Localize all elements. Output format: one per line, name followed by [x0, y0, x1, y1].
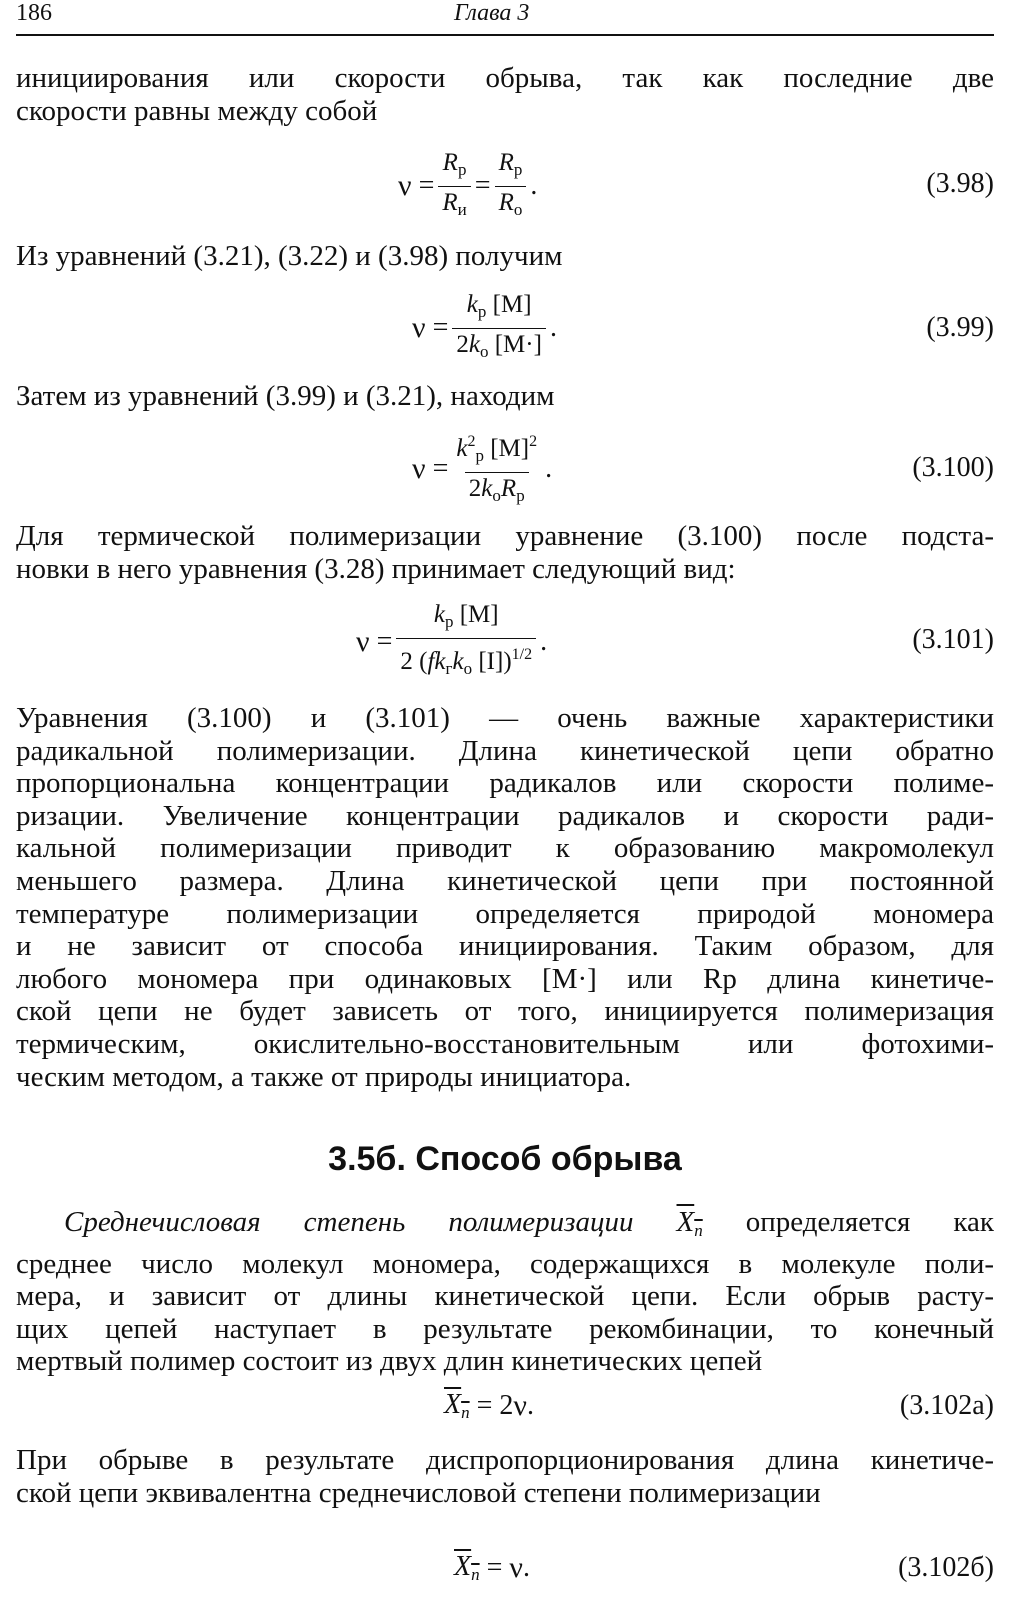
text-fragment: определяется как	[745, 1206, 994, 1238]
text-line: мера, и зависит от длины кинетической цепи. Если обрыв расту-	[16, 1280, 994, 1313]
equation-number: (3.101)	[912, 624, 994, 655]
xn-symbol: $X_n$	[676, 1206, 703, 1240]
equation-3-102a	[16, 1384, 994, 1428]
paragraph-1	[16, 62, 994, 127]
text-line: пропорциональна концентрации радикалов или скорости полиме-	[16, 767, 994, 800]
text-line: радикальной полимеризации. Длина кинетической цепи обратно	[16, 734, 994, 767]
text-line: При обрыве в результате диспропорционирования длина кинетиче-	[16, 1444, 994, 1476]
equation-body: ν = $\frac{k_р [M]}{2 (fk_гk_о [I])^{1/2}}$ .	[356, 602, 547, 682]
text-line: Для термической полимеризации уравнение (3.100) после подста-	[16, 520, 994, 552]
equation-number: (3.98)	[926, 168, 994, 199]
text-line: скорости равны между собой	[16, 94, 378, 127]
page-number: 186	[16, 0, 52, 26]
page-header	[16, 0, 994, 36]
equation-number: (3.102б)	[898, 1552, 994, 1583]
equation-number: (3.99)	[926, 312, 994, 343]
book-page	[16, 0, 994, 1600]
equation-body: $X_n$ = ν .	[454, 1551, 530, 1584]
text-line: ской цепи не будет зависеть от того, инициируется полимеризация	[16, 995, 994, 1028]
text-line: инициирования или скорости обрыва, так как последние две	[16, 62, 994, 94]
text-line: температуре полимеризации определяется природой мономера	[16, 897, 994, 930]
text-line: среднее число молекул мономера, содержащихся в молекуле поли-	[16, 1247, 994, 1280]
text-line: и не зависит от способа инициирования. Таким образом, для	[16, 930, 994, 963]
equation-body: ν = $\frac{R_р}{R_и}$ = $\frac{R_р}{R_о}$ .	[398, 148, 537, 224]
paragraph-3	[16, 380, 994, 413]
text-line: ской цепи эквивалентна среднечисловой степени полимеризации	[16, 1476, 821, 1509]
text-line: Затем из уравнений (3.99) и (3.21), находим	[16, 380, 555, 412]
paragraph-7	[16, 1444, 994, 1509]
equation-number: (3.102а)	[899, 1390, 994, 1421]
equation-body: ν = $\frac{k_р [M]}{2k_о [M\cdot]}$ .	[412, 290, 557, 366]
text-line: кальной полимеризации приводит к образованию макромолекул	[16, 832, 994, 865]
text-line: мертвый полимер состоит из двух длин кинетических цепей	[16, 1345, 763, 1378]
equation-3-99	[16, 290, 994, 366]
running-head: Глава 3	[454, 0, 530, 26]
text-line: Из уравнений (3.21), (3.22) и (3.98) получим	[16, 240, 563, 272]
text-line: любого мономера при одинаковых [M·] или Rр длина кинетиче-	[16, 962, 994, 995]
paragraph-6	[16, 1206, 994, 1378]
paragraph-5	[16, 702, 994, 1093]
equation-body: $X_n$ = 2 ν .	[444, 1389, 534, 1422]
italic-term: Среднечисловая степень полимеризации	[64, 1206, 634, 1238]
paragraph-2	[16, 240, 994, 273]
text-line: Уравнения (3.100) и (3.101) — очень важные характеристики	[16, 702, 994, 734]
equation-number: (3.100)	[912, 452, 994, 483]
text-line: термическим, окислительно-восстановительным или фотохими-	[16, 1027, 994, 1060]
paragraph-4	[16, 520, 994, 585]
equation-body: ν = $\frac{k^2_р [M]^2}{2k_оR_р}$ .	[412, 428, 552, 510]
text-line: ризации. Увеличение концентрации радикалов и скорости ради-	[16, 799, 994, 832]
text-line: новки в него уравнения (3.28) принимает следующий вид:	[16, 552, 736, 585]
text-line	[16, 1206, 994, 1248]
equation-3-100	[16, 428, 994, 510]
text-line: щих цепей наступает в результате рекомбинации, то конечный	[16, 1312, 994, 1345]
section-title: 3.5б. Способ обрыва	[328, 1140, 682, 1178]
equation-3-102b	[16, 1546, 994, 1590]
text-line: ческим методом, а также от природы инициатора.	[16, 1060, 632, 1093]
text-line: меньшего размера. Длина кинетической цепи при постоянной	[16, 864, 994, 897]
equation-3-101	[16, 602, 994, 682]
equation-3-98	[16, 148, 994, 224]
